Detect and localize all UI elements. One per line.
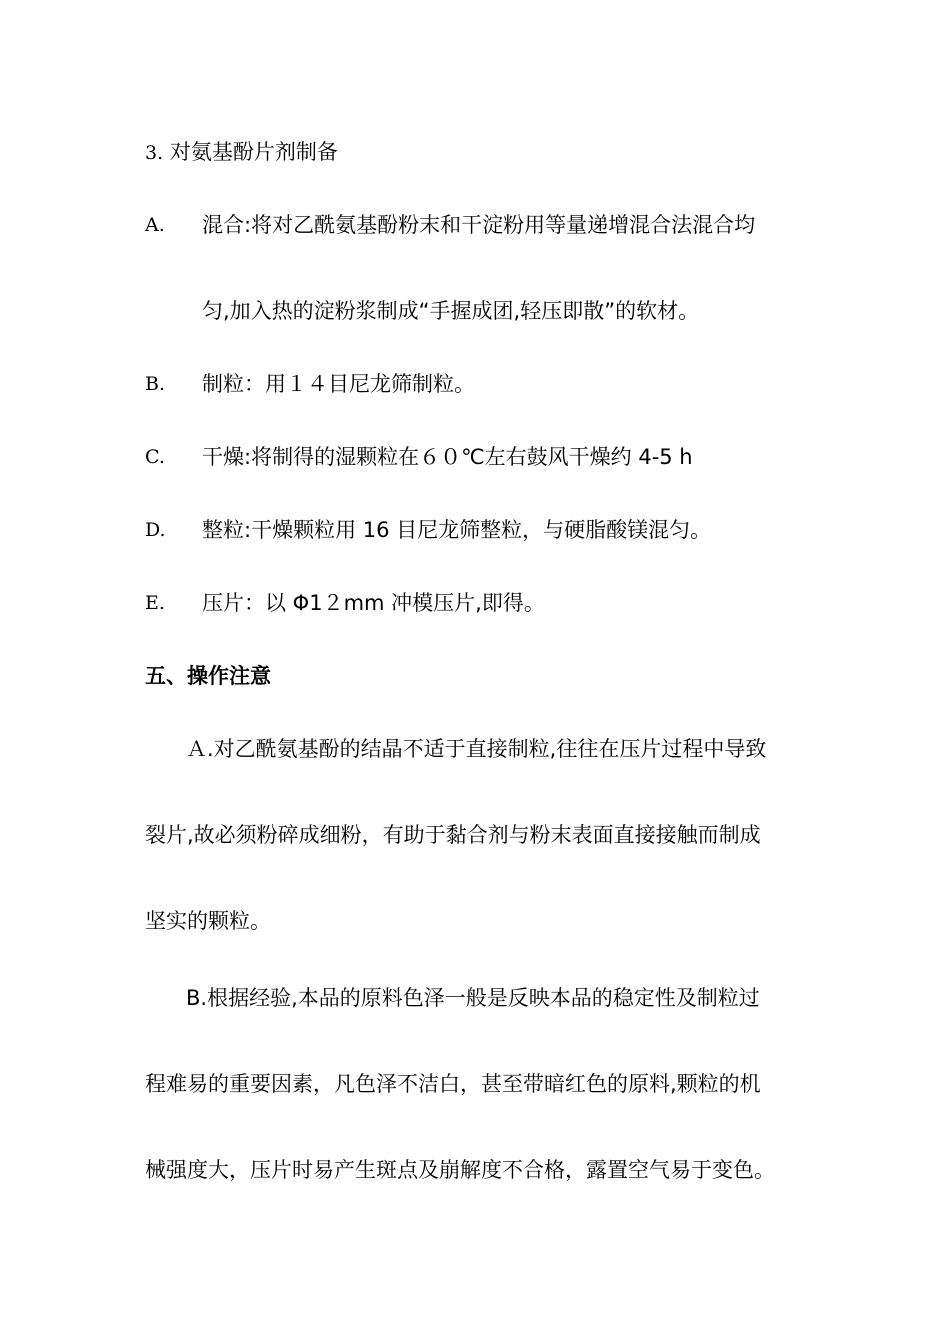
step-b-line-1: 制粒：用１４目尼龙筛制粒。 [202, 372, 475, 396]
notes-heading: 五、操作注意 [145, 664, 271, 688]
step-a-line-1: 混合:将对乙酰氨基酚粉末和干淀粉用等量递增混合法混合均 [202, 213, 756, 237]
step-marker-a: A. [145, 214, 165, 236]
step-marker-c: C. [145, 446, 165, 468]
note-b-line-1: B.根据经验,本品的原料色泽一般是反映本品的稳定性及制粒过 [186, 986, 760, 1010]
step-marker-b: B. [145, 373, 166, 395]
step-d-line-1: 整粒:干燥颗粒用 16 目尼龙筛整粒，与硬脂酸镁混匀。 [202, 518, 712, 542]
step-a-line-2: 匀,加入热的淀粉浆制成“手握成团,轻压即散”的软材。 [202, 299, 700, 323]
note-a-line-2: 裂片,故必须粉碎成细粉，有助于黏合剂与粉末表面直接接触而制成 [145, 823, 761, 847]
note-b-line-3: 械强度大，压片时易产生斑点及崩解度不合格，露置空气易于变色。 [145, 1158, 775, 1182]
note-a-line-3: 坚实的颗粒。 [145, 909, 271, 933]
note-a-line-1: Ａ.对乙酰氨基酚的结晶不适于直接制粒,往往在压片过程中导致 [186, 737, 767, 761]
section-title-text: 对氨基酚片剂制备 [169, 140, 338, 164]
step-e-line-1: 压片：以 Φ1２mm 冲模压片,即得。 [202, 591, 545, 615]
section-number: 3. [145, 142, 164, 164]
step-c-line-1: 干燥:将制得的湿颗粒在６０℃左右鼓风干燥约 4-5 h [202, 445, 693, 469]
note-b-line-2: 程难易的重要因素，凡色泽不洁白，甚至带暗红色的原料,颗粒的机 [145, 1072, 761, 1096]
section-title [145, 138, 338, 167]
step-marker-d: D. [145, 519, 166, 541]
step-marker-e: E. [145, 592, 165, 614]
